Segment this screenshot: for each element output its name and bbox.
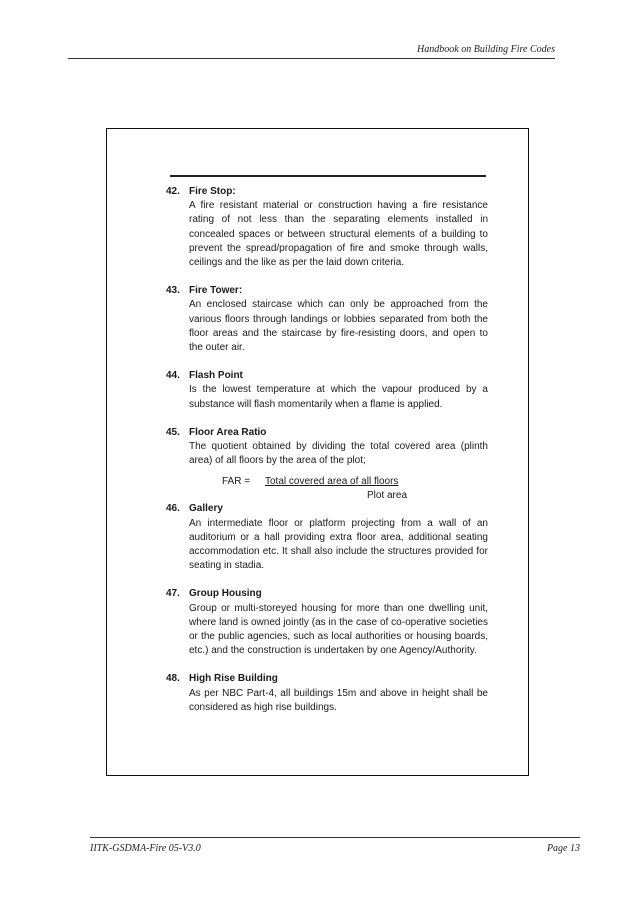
definition-item (166, 502, 488, 573)
definition-number: 42. (166, 186, 180, 197)
definition-item (166, 369, 488, 412)
definition-term: Gallery (189, 503, 223, 515)
definition-term: Fire Stop: (189, 186, 236, 197)
header-rule (68, 58, 555, 59)
formula-denominator: Plot area (366, 490, 408, 502)
far-formula (166, 475, 488, 502)
definition-item (166, 185, 488, 270)
definition-number: 48. (166, 673, 180, 685)
definition-item (166, 587, 488, 658)
definition-number: 44. (166, 370, 180, 382)
definition-text: An enclosed staircase which can only be approached from the various floors through landings or lobbies separated from both the floor areas and the staircase by fire-resisting doors, and open to the outer air. (189, 299, 488, 354)
definition-text: An intermediate floor or platform projecting from a wall of an auditorium or a hall providing extra floor area, additional seating accommodation etc. It shall also include the structures provided for seating in stadia. (189, 517, 488, 572)
definition-term: Group Housing (189, 588, 262, 600)
definition-number: 47. (166, 588, 180, 600)
definition-term: Fire Tower: (189, 285, 243, 297)
definition-term: High Rise Building (189, 673, 278, 685)
formula-lhs: FAR = (222, 476, 251, 488)
definition-item (166, 284, 488, 355)
definition-item (166, 426, 488, 469)
formula-numerator: Total covered area of all floors (265, 476, 399, 488)
footer-page-number: Page 13 (546, 843, 580, 854)
definition-item (166, 672, 488, 715)
footer-rule (90, 837, 580, 838)
definition-text: Group or multi-storeyed housing for more than one dwelling unit, where land is owned jointly (as in the case of co-operative societies or the public agencies, such as local authorities or housing boards, etc.) and the construction is undertaken by one Agency/Authority. (189, 602, 488, 657)
definition-term: Floor Area Ratio (189, 426, 267, 438)
definitions-list (166, 185, 488, 715)
section-rule (170, 175, 486, 177)
footer-document-id: IITK-GSDMA-Fire 05-V3.0 (90, 843, 201, 854)
definition-term: Flash Point (189, 370, 243, 382)
definition-number: 43. (166, 285, 180, 297)
definition-text: A fire resistant material or construction having a fire resistance rating of not less than the separating elements installed in concealed spaces or between structural elements of a building to prevent the spread/propagation of fire and smoke through walls, ceilings and the like as per the laid down criteria. (189, 200, 488, 269)
definition-text: As per NBC Part-4, all buildings 15m and above in height shall be considered as high rise buildings. (189, 687, 488, 713)
definition-number: 45. (166, 426, 180, 438)
definition-text: Is the lowest temperature at which the vapour produced by a substance will flash momentarily when a flame is applied. (189, 384, 488, 410)
definition-text: The quotient obtained by dividing the total covered area (plinth area) of all floors by the area of the plot; (189, 441, 488, 467)
running-header: Handbook on Building Fire Codes (417, 44, 555, 55)
definition-number: 46. (166, 503, 180, 515)
